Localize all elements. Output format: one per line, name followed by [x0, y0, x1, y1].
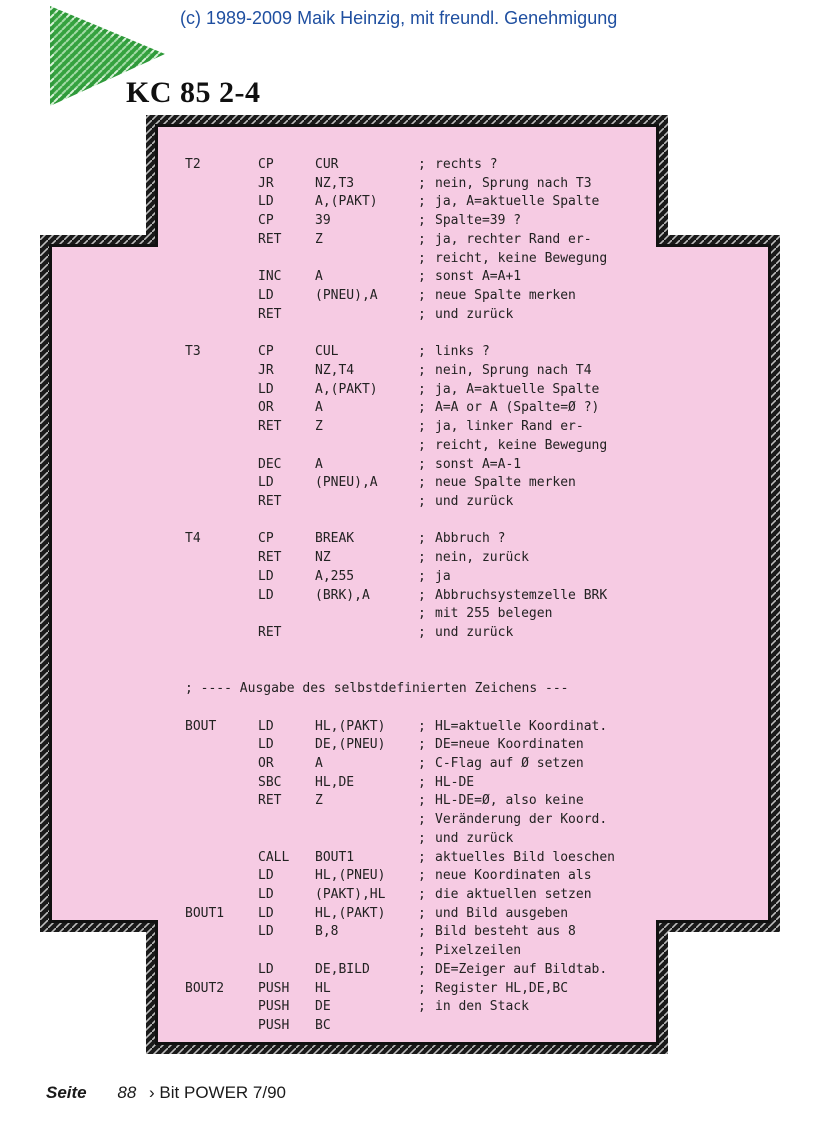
code-mnemonic: LD — [258, 887, 274, 903]
code-comment: Register HL,DE,BC — [435, 980, 569, 996]
comment-marker: ; — [418, 718, 426, 734]
code-comment: C-Flag auf Ø setzen — [435, 756, 584, 771]
code-mnemonic: LD — [258, 737, 274, 753]
magazine-reference: › Bit POWER 7/90 — [149, 1083, 287, 1102]
code-mnemonic: CP — [258, 531, 274, 547]
code-comment: ja, linker Rand er- — [435, 419, 584, 435]
code-comment: sonst A=A-1 — [435, 456, 522, 472]
comment-marker: ; — [418, 849, 426, 865]
code-mnemonic: PUSH — [258, 999, 290, 1015]
code-operand: BC — [315, 1018, 331, 1034]
comment-marker: ; — [418, 213, 426, 229]
code-mnemonic: LD — [258, 924, 274, 940]
code-label: T4 — [185, 531, 201, 547]
comment-marker: ; — [418, 587, 426, 603]
comment-marker: ; — [418, 175, 426, 191]
comment-marker: ; — [418, 774, 426, 790]
section-separator-comment: ; ---- Ausgabe des selbstdefinierten Zeichens --- — [185, 681, 569, 697]
code-operand: A,(PAKT) — [315, 381, 378, 397]
code-label: BOUT1 — [185, 905, 225, 921]
code-operand: HL,(PAKT) — [315, 718, 386, 734]
code-mnemonic: SBC — [258, 774, 282, 790]
code-mnemonic: LD — [258, 288, 274, 304]
code-comment: neue Spalte merken — [435, 475, 576, 491]
comment-marker: ; — [418, 362, 426, 378]
code-mnemonic: LD — [258, 961, 274, 977]
code-label: BOUT2 — [185, 980, 225, 996]
comment-marker: ; — [418, 344, 426, 360]
code-mnemonic: JR — [258, 362, 274, 378]
code-comment: HL=aktuelle Koordinat. — [435, 718, 608, 734]
code-mnemonic: LD — [258, 194, 274, 210]
code-comment: HL-DE=Ø, also keine — [435, 793, 584, 809]
code-mnemonic: CP — [258, 157, 274, 172]
comment-marker: ; — [418, 961, 426, 977]
code-comment: sonst A=A+1 — [435, 269, 522, 285]
code-comment: reicht, keine Bewegung — [435, 437, 608, 453]
comment-marker: ; — [418, 269, 426, 285]
code-operand: A,255 — [315, 568, 355, 584]
comment-marker: ; — [418, 830, 426, 846]
code-operand: HL — [315, 980, 331, 996]
code-comment: HL-DE — [435, 774, 475, 790]
code-operand: CUL — [315, 344, 339, 360]
code-operand: Z — [315, 419, 323, 435]
comment-marker: ; — [418, 475, 426, 491]
code-operand: (PNEU),A — [315, 475, 378, 491]
code-mnemonic: PUSH — [258, 980, 290, 996]
comment-marker: ; — [418, 493, 426, 509]
code-comment: Abbruchsystemzelle BRK — [435, 587, 608, 603]
comment-marker: ; — [418, 456, 426, 472]
code-comment: Abbruch ? — [435, 531, 506, 547]
comment-marker: ; — [418, 288, 426, 304]
code-comment: rechts ? — [435, 157, 498, 172]
code-mnemonic: CP — [258, 213, 274, 229]
code-comment: Veränderung der Koord. — [435, 812, 608, 828]
code-operand: A — [315, 756, 323, 771]
code-comment: und zurück — [435, 830, 514, 846]
code-operand: BREAK — [315, 531, 355, 547]
comment-marker: ; — [418, 437, 426, 453]
comment-marker: ; — [418, 231, 426, 247]
code-comment: neue Koordinaten als — [435, 868, 592, 884]
code-mnemonic: LD — [258, 475, 274, 491]
copyright-notice: (c) 1989-2009 Maik Heinzig, mit freundl. Genehmigung — [180, 8, 618, 28]
code-mnemonic: OR — [258, 756, 274, 771]
code-operand: (PAKT),HL — [315, 887, 386, 903]
code-label: T2 — [185, 157, 201, 172]
code-operand: (BRK),A — [315, 587, 370, 603]
code-comment: A=A or A (Spalte=Ø ?) — [435, 400, 600, 416]
comment-marker: ; — [418, 756, 426, 771]
code-operand: DE,(PNEU) — [315, 737, 386, 753]
code-comment: Spalte=39 ? — [435, 213, 522, 229]
code-comment: die aktuellen setzen — [435, 887, 592, 903]
code-operand: NZ — [315, 550, 331, 566]
code-operand: NZ,T4 — [315, 362, 355, 378]
code-mnemonic: RET — [258, 419, 282, 435]
code-comment: und Bild ausgeben — [435, 905, 569, 921]
code-comment: mit 255 belegen — [435, 606, 553, 622]
code-operand: DE,BILD — [315, 961, 370, 977]
code-comment: ja, A=aktuelle Spalte — [435, 381, 600, 397]
comment-marker: ; — [418, 157, 426, 172]
code-operand: HL,(PNEU) — [315, 868, 386, 884]
comment-marker: ; — [418, 568, 426, 584]
page-number: 88 — [117, 1083, 137, 1102]
code-operand: B,8 — [315, 924, 339, 940]
code-operand: A,(PAKT) — [315, 194, 378, 210]
comment-marker: ; — [418, 943, 426, 959]
comment-marker: ; — [418, 606, 426, 622]
code-operand: 39 — [315, 213, 331, 229]
comment-marker: ; — [418, 980, 426, 996]
code-operand: NZ,T3 — [315, 175, 355, 191]
code-mnemonic: RET — [258, 493, 282, 509]
comment-marker: ; — [418, 250, 426, 266]
code-comment: nein, zurück — [435, 550, 529, 566]
code-mnemonic: LD — [258, 568, 274, 584]
code-mnemonic: LD — [258, 905, 274, 921]
code-operand: A — [315, 456, 323, 472]
code-comment: ja, A=aktuelle Spalte — [435, 194, 600, 210]
code-operand: HL,DE — [315, 774, 355, 790]
code-mnemonic: CP — [258, 344, 274, 360]
comment-marker: ; — [418, 905, 426, 921]
comment-marker: ; — [418, 550, 426, 566]
code-mnemonic: DEC — [258, 456, 282, 472]
code-comment: reicht, keine Bewegung — [435, 250, 608, 266]
comment-marker: ; — [418, 887, 426, 903]
code-operand: A — [315, 269, 323, 285]
code-mnemonic: LD — [258, 868, 274, 884]
code-mnemonic: RET — [258, 306, 282, 322]
comment-marker: ; — [418, 624, 426, 640]
page-label: Seite — [46, 1083, 87, 1102]
code-mnemonic: INC — [258, 269, 282, 285]
code-comment: in den Stack — [435, 999, 529, 1015]
comment-marker: ; — [418, 999, 426, 1015]
comment-marker: ; — [418, 419, 426, 435]
code-comment: links ? — [435, 344, 490, 360]
code-mnemonic: LD — [258, 587, 274, 603]
code-operand: (PNEU),A — [315, 288, 378, 304]
comment-marker: ; — [418, 793, 426, 809]
page-footer — [46, 1083, 286, 1103]
code-mnemonic: RET — [258, 231, 282, 247]
code-comment: und zurück — [435, 306, 514, 322]
code-mnemonic: PUSH — [258, 1018, 290, 1034]
code-mnemonic: LD — [258, 718, 274, 734]
comment-marker: ; — [418, 924, 426, 940]
code-comment: aktuelles Bild loeschen — [435, 849, 616, 865]
comment-marker: ; — [418, 194, 426, 210]
comment-marker: ; — [418, 812, 426, 828]
code-comment: Pixelzeilen — [435, 943, 522, 959]
code-comment: und zurück — [435, 624, 514, 640]
listing-panel — [52, 127, 768, 1042]
code-mnemonic: OR — [258, 400, 274, 416]
page-title: KC 85 2-4 — [126, 76, 261, 109]
code-mnemonic: JR — [258, 175, 274, 191]
code-mnemonic: CALL — [258, 849, 290, 865]
code-mnemonic: RET — [258, 793, 282, 809]
comment-marker: ; — [418, 306, 426, 322]
code-comment: nein, Sprung nach T3 — [435, 175, 592, 191]
code-comment: ja — [435, 568, 451, 584]
comment-marker: ; — [418, 737, 426, 753]
code-comment: Bild besteht aus 8 — [435, 924, 576, 940]
code-operand: A — [315, 400, 323, 416]
code-operand: BOUT1 — [315, 849, 355, 865]
comment-marker: ; — [418, 531, 426, 547]
code-label: BOUT — [185, 718, 217, 734]
code-comment: nein, Sprung nach T4 — [435, 362, 592, 378]
code-operand: CUR — [315, 157, 339, 172]
comment-marker: ; — [418, 868, 426, 884]
code-mnemonic: RET — [258, 550, 282, 566]
code-operand: HL,(PAKT) — [315, 905, 386, 921]
code-mnemonic: LD — [258, 381, 274, 397]
code-comment: DE=Zeiger auf Bildtab. — [435, 961, 608, 977]
comment-marker: ; — [418, 381, 426, 397]
code-mnemonic: RET — [258, 624, 282, 640]
code-comment: und zurück — [435, 493, 514, 509]
code-operand: Z — [315, 231, 323, 247]
code-operand: Z — [315, 793, 323, 809]
code-label: T3 — [185, 344, 201, 360]
code-comment: ja, rechter Rand er- — [435, 231, 592, 247]
code-operand: DE — [315, 999, 331, 1015]
comment-marker: ; — [418, 400, 426, 416]
code-comment: DE=neue Koordinaten — [435, 737, 584, 753]
code-comment: neue Spalte merken — [435, 288, 576, 304]
